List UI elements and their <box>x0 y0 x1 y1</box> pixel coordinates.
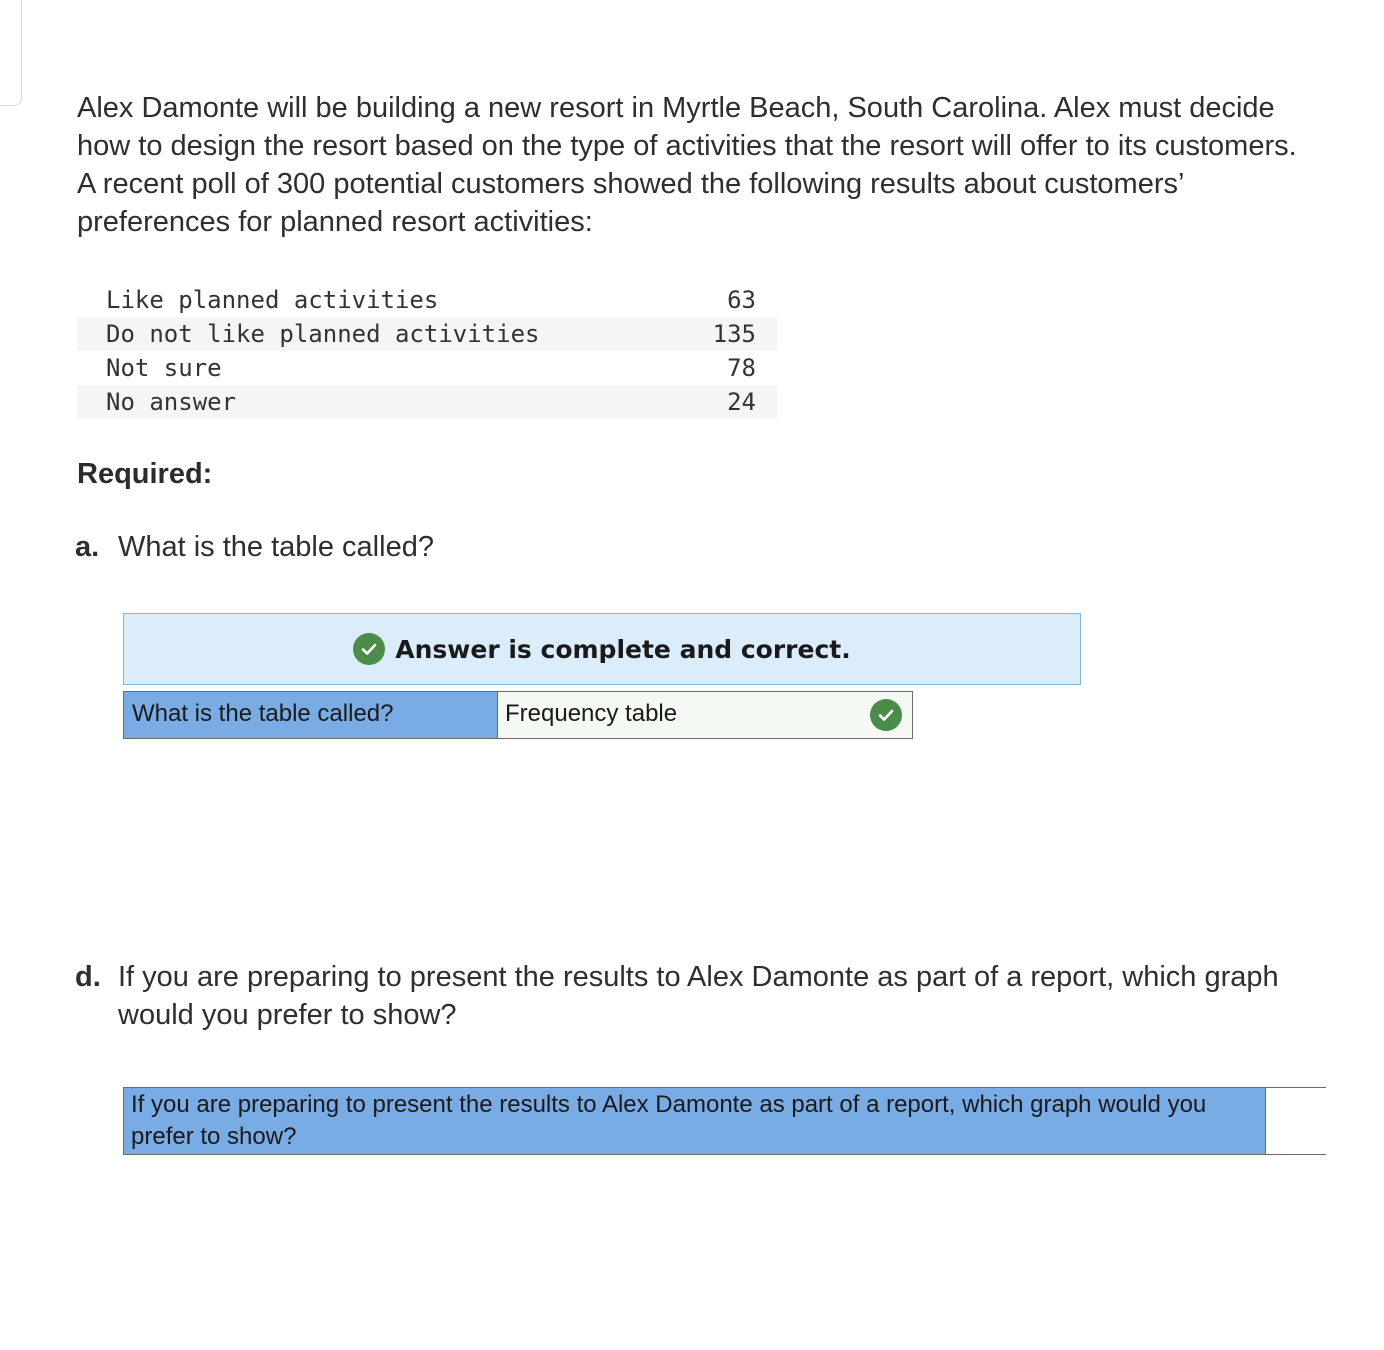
problem-statement: Alex Damonte will be building a new resort in Myrtle Beach, South Carolina. Alex must decide how to design the resort based on the type of activities that the resort will offer to its customers. A recent poll of 300 potential customers showed the following results about customers’ preferences for planned resort activities: <box>77 92 1297 238</box>
question-text: If you are preparing to present the results to Alex Damonte as part of a report, which graph would you prefer to show? <box>118 961 1279 1031</box>
question-a <box>75 528 1315 566</box>
row-value: 63 <box>727 286 756 314</box>
row-label: Not sure <box>106 354 222 382</box>
row-value: 78 <box>727 354 756 382</box>
question-letter: d. <box>75 961 101 993</box>
answer-value-text: Frequency table <box>505 700 678 727</box>
question-letter: a. <box>75 531 100 563</box>
table-row <box>77 351 777 385</box>
window-frame-corner <box>0 0 22 106</box>
row-value: 135 <box>691 317 777 351</box>
answer-status-text: Answer is complete and correct. <box>395 634 851 664</box>
poll-results-table <box>77 283 777 419</box>
check-circle-icon <box>870 699 902 731</box>
question-text: What is the table called? <box>118 531 434 563</box>
row-label: Do not like planned activities <box>77 317 691 351</box>
row-value: 24 <box>691 385 777 419</box>
answer-label: If you are preparing to present the results to Alex Damonte as part of a report, which graph would you prefer to show? <box>124 1088 1266 1154</box>
row-label: Like planned activities <box>106 286 439 314</box>
table-row <box>77 283 777 317</box>
answer-status-banner <box>123 613 1081 685</box>
answer-field[interactable] <box>498 692 912 738</box>
table-row <box>77 317 777 351</box>
answer-field[interactable] <box>1266 1088 1326 1154</box>
table-row <box>77 385 777 419</box>
question-d <box>75 958 1325 1034</box>
answer-row-a <box>123 691 913 739</box>
check-circle-icon <box>353 633 385 665</box>
answer-row-d <box>123 1087 1326 1155</box>
required-heading: Required: <box>77 458 213 490</box>
answer-label: What is the table called? <box>124 692 498 738</box>
row-label: No answer <box>77 385 691 419</box>
